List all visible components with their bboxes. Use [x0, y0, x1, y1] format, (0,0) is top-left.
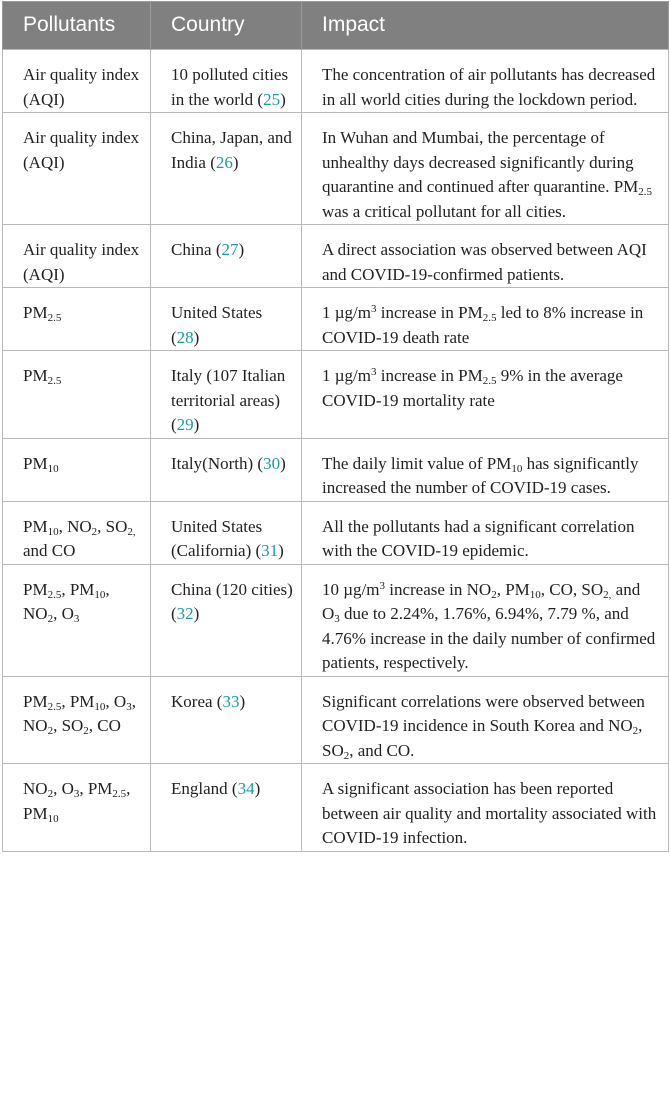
reference-number[interactable]: 25: [263, 89, 281, 109]
cell-text: China (120 cities): [171, 579, 293, 599]
cell-text: 10 µg/m: [322, 579, 380, 599]
cell-text: A direct association was observed between AQI and COVID-19-confirmed patients.: [322, 240, 647, 284]
table-row: [3, 113, 669, 225]
table-body: [3, 50, 669, 852]
reference-number[interactable]: 29: [176, 415, 194, 434]
pollutant-cell: [3, 225, 151, 288]
cell-text: Air quality index (AQI): [23, 128, 140, 172]
country-cell: [151, 564, 302, 676]
table-row: [3, 438, 669, 501]
pollutant-cell: [3, 764, 151, 852]
impact-cell: [302, 288, 669, 351]
pollutant-cell: [3, 438, 151, 501]
subscript: 2.5: [47, 588, 62, 601]
reference-number[interactable]: 34: [237, 779, 255, 798]
reference-number[interactable]: 31: [261, 541, 279, 560]
cell-text: , O: [53, 604, 74, 623]
cell-text: , SO: [53, 716, 84, 735]
header-country: Country: [151, 2, 302, 50]
table-row: [3, 351, 669, 439]
reference-number[interactable]: 28: [176, 327, 194, 347]
subscript: 10: [47, 462, 59, 475]
superscript: 3: [371, 366, 377, 378]
cell-text: PM: [23, 516, 48, 536]
cell-text: increase in PM: [376, 303, 483, 322]
subscript: 2: [91, 525, 98, 538]
country-cell: [151, 676, 302, 764]
cell-text: 1 µg/m: [322, 303, 371, 322]
cell-text: and CO: [23, 541, 76, 560]
cell-text: and O: [322, 579, 641, 623]
cell-text: Significant correlations were observed between COVID-19 incidence in South Korea and NO: [322, 691, 645, 735]
reference-number[interactable]: 26: [215, 152, 233, 172]
cell-text: , PM: [61, 691, 95, 711]
subscript: 2: [343, 749, 350, 762]
impact-cell: [302, 501, 669, 564]
impact-cell: [302, 113, 669, 225]
cell-text: 10 polluted cities in the world: [171, 65, 289, 109]
subscript: 2: [47, 725, 54, 737]
reference-link[interactable]: (29): [171, 415, 200, 434]
subscript: 2.5: [482, 375, 497, 387]
pollutant-cell: [3, 501, 151, 564]
subscript: 2.5: [47, 312, 62, 324]
subscript: 2: [632, 725, 639, 737]
reference-number[interactable]: 32: [176, 604, 194, 623]
pollutant-cell: [3, 676, 151, 764]
cell-text: , PM: [61, 579, 95, 599]
cell-text: In Wuhan and Mumbai, the percentage of unhealthy days decreased significantly during quarantine and continued after quarantine. PM: [322, 128, 639, 196]
subscript: 3: [126, 700, 132, 713]
subscript: 2.5: [482, 312, 497, 324]
reference-link[interactable]: (30): [257, 453, 286, 473]
cell-text: A significant association has been reported between air quality and mortality associated with COVID-19 infection.: [322, 779, 657, 847]
subscript: 10: [47, 812, 59, 825]
cell-text: has significantly increased the number of COVID-19 cases.: [322, 453, 639, 497]
table-row: [3, 225, 669, 288]
pollutant-cell: [3, 113, 151, 225]
country-cell: [151, 351, 302, 439]
reference-link[interactable]: (26): [210, 152, 239, 172]
cell-text: England: [171, 779, 232, 798]
table-row: [3, 50, 669, 113]
cell-text: United States: [171, 303, 263, 322]
table-row: [3, 676, 669, 764]
cell-text: All the pollutants had a significant correlation with the COVID-19 epidemic.: [322, 516, 635, 560]
pollutant-cell: [3, 50, 151, 113]
cell-text: Italy (107 Italian territorial areas): [171, 366, 286, 410]
subscript: 2: [491, 588, 497, 601]
impact-cell: [302, 438, 669, 501]
subscript: 2.5: [47, 375, 62, 387]
reference-number[interactable]: 30: [263, 453, 281, 473]
cell-text: , PM: [79, 779, 113, 798]
reference-link[interactable]: (25): [257, 89, 286, 109]
table-row: [3, 288, 669, 351]
pollutant-cell: [3, 564, 151, 676]
table-row: [3, 501, 669, 564]
cell-text: 9% in the average COVID-19 mortality rate: [322, 366, 623, 410]
cell-text: , SO: [97, 516, 128, 536]
cell-text: , NO: [58, 516, 92, 536]
cell-text: was a critical pollutant for all cities.: [322, 201, 567, 221]
cell-text: , CO, SO: [540, 579, 604, 599]
subscript: 2.5: [112, 788, 127, 800]
cell-text: China: [171, 240, 216, 259]
subscript: 10: [511, 462, 523, 475]
cell-text: Air quality index (AQI): [23, 240, 140, 284]
subscript: 10: [94, 588, 106, 601]
cell-text: , NO: [23, 691, 136, 735]
reference-link[interactable]: (28): [171, 327, 200, 347]
pollutant-cell: [3, 351, 151, 439]
impact-cell: [302, 564, 669, 676]
header-pollutants: Pollutants: [3, 2, 151, 50]
header-impact: Impact: [302, 2, 669, 50]
subscript: 2.5: [47, 700, 62, 713]
impact-cell: [302, 676, 669, 764]
subscript: 10: [94, 700, 106, 713]
cell-text: , O: [105, 691, 127, 711]
cell-text: Italy(North): [171, 453, 258, 473]
table-header: [3, 2, 669, 50]
cell-text: , O: [53, 779, 74, 798]
cell-text: PM: [23, 303, 48, 322]
cell-text: led to 8% increase in COVID-19 death rate: [322, 303, 644, 347]
cell-text: PM: [23, 366, 48, 385]
cell-text: , NO: [23, 579, 110, 623]
cell-text: PM: [23, 579, 48, 599]
cell-text: increase in NO: [385, 579, 492, 599]
header-row: [3, 2, 669, 50]
cell-text: The daily limit value of PM: [322, 453, 512, 473]
impact-cell: [302, 764, 669, 852]
impact-cell: [302, 225, 669, 288]
reference-link[interactable]: (34): [231, 779, 261, 798]
cell-text: Korea: [171, 691, 217, 711]
subscript: 3: [73, 788, 80, 800]
cell-text: , PM: [496, 579, 530, 599]
table-row: [3, 564, 669, 676]
cell-text: increase in PM: [376, 366, 483, 385]
cell-text: Air quality index (AQI): [23, 65, 140, 109]
cell-text: , SO: [322, 716, 643, 760]
pollutant-cell: [3, 288, 151, 351]
subscript: 3: [334, 613, 340, 625]
country-cell: [151, 438, 302, 501]
country-cell: [151, 50, 302, 113]
subscript: 2.5: [638, 186, 653, 198]
country-cell: [151, 501, 302, 564]
reference-link[interactable]: (33): [216, 691, 246, 711]
cell-text: United States (California): [171, 516, 263, 560]
cell-text: PM: [23, 691, 48, 711]
subscript: 2,: [603, 588, 612, 601]
table-row: [3, 764, 669, 852]
subscript: 10: [529, 588, 541, 601]
cell-text: The concentration of air pollutants has decreased in all world cities during the lockdown period.: [322, 65, 656, 109]
subscript: 2: [47, 613, 54, 625]
country-cell: [151, 113, 302, 225]
cell-text: , PM: [23, 779, 131, 823]
subscript: 2: [47, 788, 54, 800]
impact-cell: [302, 351, 669, 439]
country-cell: [151, 225, 302, 288]
impact-cell: [302, 50, 669, 113]
reference-number[interactable]: 27: [221, 240, 239, 259]
subscript: 10: [47, 525, 59, 538]
subscript: 2: [83, 725, 89, 737]
cell-text: 1 µg/m: [322, 366, 371, 385]
reference-link[interactable]: (27): [215, 240, 245, 259]
cell-text: China, Japan, and India: [171, 128, 292, 172]
pollutants-table: [2, 1, 669, 852]
cell-text: , CO: [88, 716, 121, 735]
superscript: 3: [379, 579, 385, 592]
cell-text: , and CO.: [349, 740, 415, 760]
cell-text: due to 2.24%, 1.76%, 6.94%, 7.79 %, and 4.76% increase in the daily number of confirmed patients, respectively.: [322, 604, 656, 672]
reference-link[interactable]: (32): [171, 604, 200, 623]
subscript: 3: [73, 613, 80, 625]
country-cell: [151, 288, 302, 351]
subscript: 2,: [127, 525, 136, 538]
reference-link[interactable]: (31): [255, 541, 284, 560]
country-cell: [151, 764, 302, 852]
cell-text: PM: [23, 453, 48, 473]
reference-number[interactable]: 33: [222, 691, 240, 711]
superscript: 3: [371, 303, 377, 315]
cell-text: NO: [23, 779, 48, 798]
